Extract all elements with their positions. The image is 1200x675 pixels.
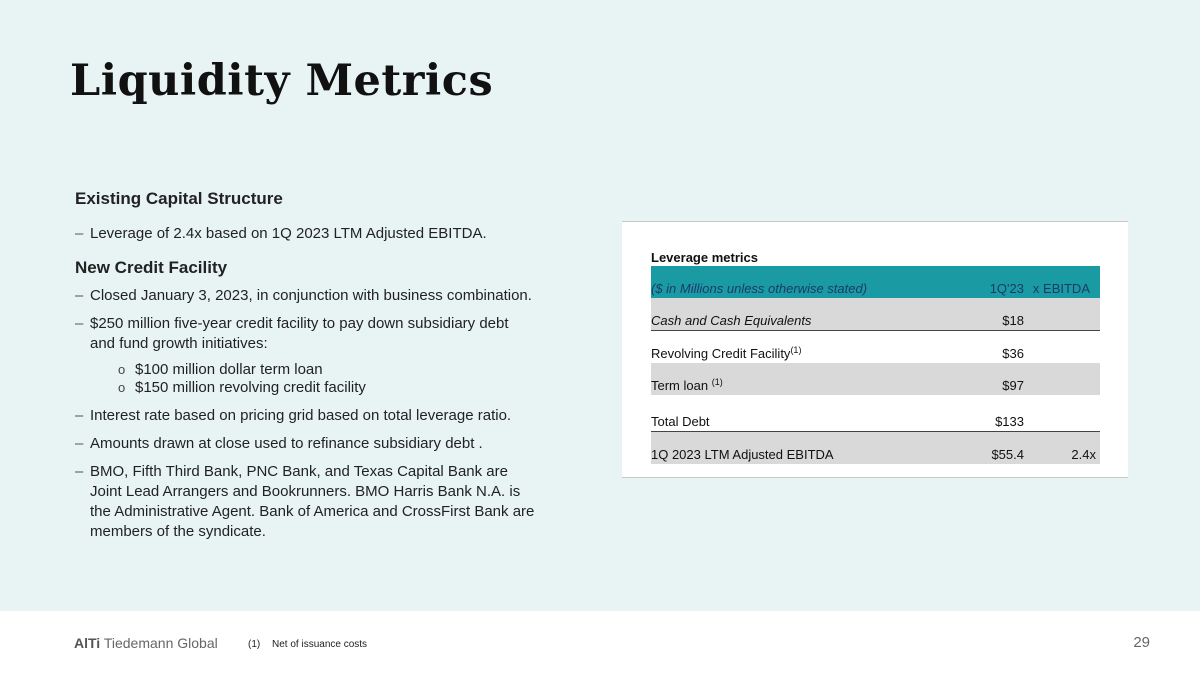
page-title: Liquidity Metrics <box>70 56 494 106</box>
table-row <box>651 298 1100 330</box>
row-multiple: 2.4x <box>1071 447 1096 462</box>
bullet-text: Amounts drawn at close used to refinance subsidiary debt . <box>90 435 483 452</box>
row-value: $97 <box>1002 378 1024 393</box>
bullet-text: BMO, Fifth Third Bank, PNC Bank, and Texas Capital Bank are Joint Lead Arrangers and Bookrunners. BMO Harris Bank N.A. is the Administrative Agent. Bank of America and CrossFirst Bank are members of the syndicate. <box>90 463 535 540</box>
footnote-ref: (1) <box>711 377 723 387</box>
footnote <box>248 639 367 650</box>
circle-bullet-icon: o <box>118 362 126 377</box>
row-label: Cash and Cash Equivalents <box>651 313 812 328</box>
dash-bullet-icon: – <box>75 407 84 424</box>
brand-rest: Tiedemann Global <box>100 635 218 651</box>
sub-list-item <box>118 361 323 379</box>
list-item <box>75 462 535 542</box>
bullet-text: $250 million five-year credit facility to pay down subsidiary debt and fund growth initiatives: <box>90 315 509 352</box>
header-label: ($ in Millions unless otherwise stated) <box>651 281 868 296</box>
row-value: $133 <box>995 414 1024 429</box>
header-col-quarter: 1Q'23 <box>989 281 1024 296</box>
list-item <box>75 314 535 354</box>
leverage-metrics-table <box>622 221 1128 478</box>
row-value: $18 <box>1002 313 1024 328</box>
dash-bullet-icon: – <box>75 225 84 242</box>
table-row <box>651 363 1100 395</box>
row-value: $36 <box>1002 346 1024 361</box>
row-label-text: Revolving Credit Facility <box>651 346 791 361</box>
sub-bullet-text: $150 million revolving credit facility <box>135 379 366 396</box>
circle-bullet-icon: o <box>118 380 126 395</box>
table-row <box>651 399 1100 431</box>
list-item <box>75 286 535 306</box>
bullet-text: Leverage of 2.4x based on 1Q 2023 LTM Adjusted EBITDA. <box>90 225 487 242</box>
sub-list-item <box>118 379 366 397</box>
page-number: 29 <box>1133 634 1150 651</box>
footnote-ref: (1) <box>790 345 802 355</box>
dash-bullet-icon: – <box>75 463 84 480</box>
row-label: Total Debt <box>651 414 710 429</box>
row-label: 1Q 2023 LTM Adjusted EBITDA <box>651 447 834 462</box>
table-row <box>651 331 1100 363</box>
brand-logo <box>74 635 218 651</box>
credit-facility-heading: New Credit Facility <box>75 258 228 277</box>
list-item <box>75 406 535 426</box>
capital-structure-heading: Existing Capital Structure <box>75 189 283 208</box>
footnote-text: Net of issuance costs <box>272 639 368 650</box>
dash-bullet-icon: – <box>75 315 84 332</box>
row-label <box>651 377 723 393</box>
list-item <box>75 224 535 244</box>
table-caption: Leverage metrics <box>651 250 758 265</box>
table-row <box>651 432 1100 464</box>
table-header-row <box>651 266 1100 298</box>
row-label <box>651 345 801 361</box>
footnote-number: (1) <box>248 639 261 650</box>
header-col-multiple: x EBITDA <box>1032 281 1090 296</box>
brand-bold: AlTi <box>74 635 101 651</box>
bullet-text: Closed January 3, 2023, in conjunction with business combination. <box>90 287 532 304</box>
sub-bullet-text: $100 million dollar term loan <box>135 361 323 378</box>
bullet-text: Interest rate based on pricing grid based on total leverage ratio. <box>90 407 512 424</box>
row-value: $55.4 <box>991 447 1024 462</box>
dash-bullet-icon: – <box>75 287 84 304</box>
list-item <box>75 434 535 454</box>
dash-bullet-icon: – <box>75 435 84 452</box>
row-label-text: Term loan <box>651 378 712 393</box>
